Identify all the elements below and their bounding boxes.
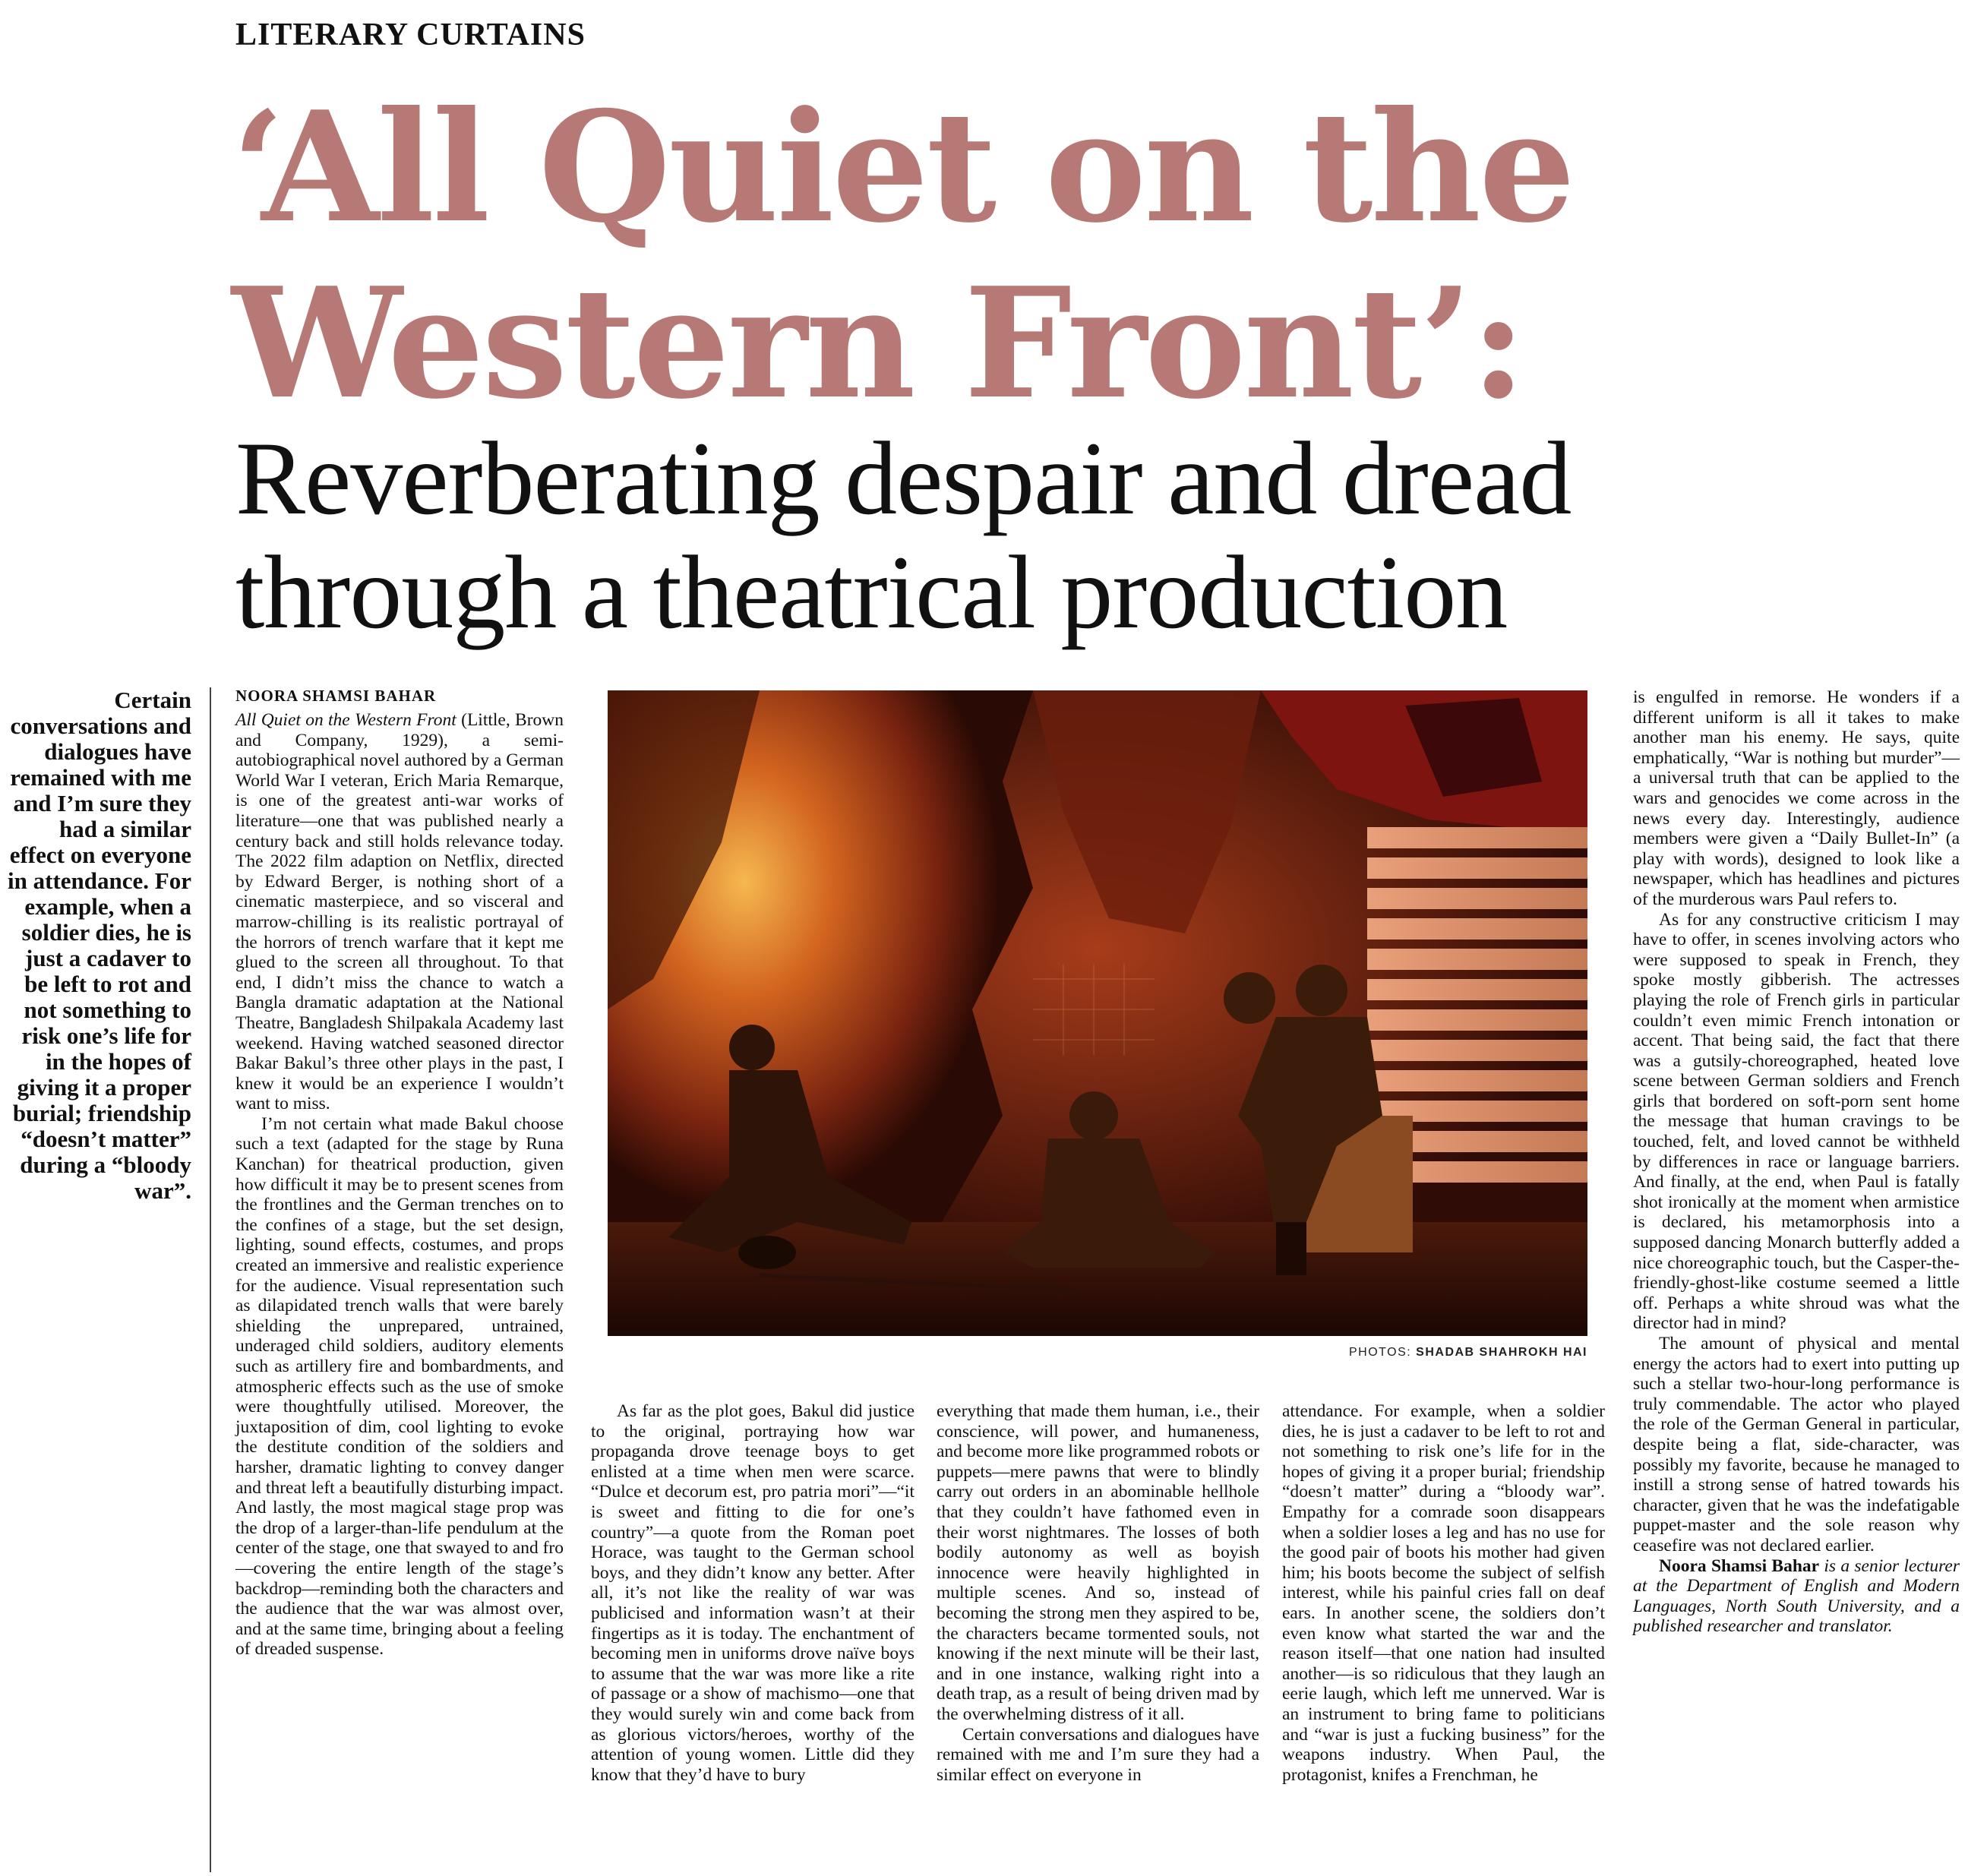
subheadline-line-1: Reverberating despair and dread bbox=[235, 420, 1572, 536]
author-name: Noora Shamsi Bahar bbox=[1659, 1555, 1820, 1576]
column-divider bbox=[210, 687, 211, 1872]
article-column-1 bbox=[235, 710, 564, 1660]
headline bbox=[232, 80, 1941, 432]
author-bio-text: is a senior lecturer at the Department of English and Modern Languages, North South University, and a published researcher and translator. bbox=[1633, 1555, 1960, 1637]
paragraph: Certain conversations and dialogues have remained with me and I’m sure they had a similar effect on everyone in bbox=[937, 1724, 1259, 1785]
article-column-3 bbox=[937, 1401, 1259, 1785]
photo-credit-name: SHADAB SHAHROKH HAI bbox=[1416, 1346, 1587, 1359]
article-column-5 bbox=[1633, 687, 1960, 1637]
article-column-2 bbox=[591, 1401, 915, 1785]
photo-credit-label: PHOTOS: bbox=[1348, 1346, 1412, 1359]
headline-line-2: Western Front’: bbox=[232, 254, 1524, 433]
article-column-4 bbox=[1282, 1401, 1605, 1785]
headline-line-1: ‘All Quiet on the bbox=[232, 78, 1574, 257]
paragraph: As far as the plot goes, Bakul did justice to the original, portraying how war propaganda drove teenage boys to get enlisted at a time when men were scarce. “Dulce et decorum est, pro patria mori”—“it is sweet and fitting to die for one’s country”—a quote from the Roman poet Horace, was taught to the German school boys, and they didn’t know any better. After all, it’s not like the reality of war was publicised and information wasn’t at their fingertips as it is today. The enchantment of becoming men in uniforms drove naïve boys to assume that the war was more like a rite of passage or a show of machismo—one that they would surely win and come back from as glorious victors/heroes, worthy of the attention of young women. Little did they know that they’d have to bury bbox=[591, 1401, 915, 1785]
paragraph: I’m not certain what made Bakul choose such a text (adapted for the stage by Runa Kanchan) for theatrical production, given how difficult it may be to present scenes from the frontlines and the German trenches on to the confines of a stage, but the set design, lighting, sound effects, costumes, and props created an immersive and realistic experience for the audience. Visual representation such as dilapidated trench walls that were barely shielding the unprepared, untrained, underaged child soldiers, auditory elements such as artillery fire and bombardments, and atmospheric effects such as the use of smoke were thoughtfully utilised. Moreover, the juxtaposition of dim, cool lighting to evoke the destitute condition of the soldiers and harsher, dramatic lighting to convey danger and threat left a beautifully disturbing impact. And lastly, the most magical stage prop was the drop of a larger-than-life pendulum at the center of the stage, one that swayed to and fro—covering the entire length of the stage’s backdrop—reminding both the characters and the audience that the war was almost over, and at the same time, bringing about a feeling of dreaded suspense. bbox=[235, 1113, 564, 1660]
subheadline-line-2: through a theatrical production bbox=[235, 534, 1508, 650]
paragraph: everything that made them human, i.e., their conscience, will power, and humaneness, and become more like programmed robots or puppets—mere pawns that were to blindly carry out orders in an abominable hellhole that they couldn’t have fathomed even in their worst nightmares. The losses of both bodily autonomy as well as boyish innocence were heavily highlighted in multiple scenes. And so, instead of becoming the strong men they aspired to be, the characters became tormented souls, not knowing if the next minute will be their last, and in one instance, walking right into a death trap, as a result of being driven mad by the overwhelming distress of it all. bbox=[937, 1401, 1259, 1724]
subheadline bbox=[235, 422, 1952, 649]
pull-quote: Certain conversations and dialogues have remained with me and I’m sure they had a similar effect on everyone in attendance. For example, when a soldier dies, he is just a cadaver to be left to rot and not something to risk one’s life for in the hopes of giving it a proper burial; friendship “doesn’t matter” during a “bloody war”. bbox=[8, 687, 191, 1204]
byline: NOORA SHAMSI BAHAR bbox=[235, 687, 437, 705]
photo-credit bbox=[1162, 1346, 1587, 1360]
paragraph-text: (Little, Brown and Company, 1929), a semi-autobiographical novel authored by a German World War I veteran, Erich Maria Remarque, is one of the greatest anti-war works of literature—one that was published nearly a century back and still holds relevance today. The 2022 film adaption on Netflix, directed by Edward Berger, is nothing short of a cinematic masterpiece, and so visceral and marrow-chilling is its realistic portrayal of the horrors of trench warfare that it kept me glued to the screen all throughout. To that end, I didn’t miss the chance to watch a Bangla dramatic adaptation at the National Theatre, Bangladesh Shilpakala Academy last weekend. Having watched seasoned director Bakar Bakul’s three other plays in the past, I knew it would be an experience I wouldn’t want to miss. bbox=[235, 710, 564, 1114]
section-label: LITERARY CURTAINS bbox=[235, 17, 586, 52]
paragraph bbox=[235, 710, 564, 1114]
paragraph: is engulfed in remorse. He wonders if a different uniform is all it takes to make another man his enemy. He says, quite emphatically, “War is nothing but murder”—a universal truth that can be applied to the wars and genocides we come across in the news every day. Interestingly, audience members were given a “Daily Bullet-In” (a play with words), designed to look like a newspaper, which has headlines and pictures of the murderous wars Paul refers to. bbox=[1633, 687, 1960, 909]
stage-photo bbox=[608, 690, 1587, 1336]
paragraph: attendance. For example, when a soldier dies, he is just a cadaver to be left to rot and not something to risk one’s life for in the hopes of giving it a proper burial; friendship “doesn’t matter” during a “bloody war”. Empathy for a comrade soon disappears when a soldier loses a leg and has no use for the good pair of boots his mother had given him; his boots become the subject of selfish interest, while his painful cries fall on deaf ears. In another scene, the soldiers don’t even know what started the war and the reason itself—that one nation had insulted another—is so ridiculous that they laugh an eerie laugh, which left me unnerved. War is an instrument to bring fame to politicians and “war is just a fucking business” for the weapons industry. When Paul, the protagonist, knifes a Frenchman, he bbox=[1282, 1401, 1605, 1785]
author-bio bbox=[1633, 1556, 1960, 1637]
paragraph: The amount of physical and mental energy the actors had to exert into putting up such a stellar two-hour-long performance is truly commendable. The actor who played the role of the German General in particular, despite being a flat, side-character, was possibly my favorite, because he managed to instill a strong sense of hatred towards his character, given that he was the indefatigable puppet-master and the sole reason why ceasefire was not declared earlier. bbox=[1633, 1334, 1960, 1555]
paragraph: As for any constructive criticism I may have to offer, in scenes involving actors who were supposed to speak in French, they spoke mostly gibberish. The actresses playing the role of French girls in particular couldn’t even mimic French intonation or accent. That being said, the fact that there was a gutsily-choreographed, heated love scene between German soldiers and French girls that bordered on soft-porn sent home the message that human cravings to be touched, felt, and loved cannot be withheld by differences in race or language barriers. And finally, at the end, when Paul is fatally shot ironically at the moment when armistice is declared, his metamorphosis into a supposed dancing Monarch butterfly added a nice choreographic touch, but the Casper-the-friendly-ghost-like costume seemed a little off. Perhaps a white shroud was what the director had in mind? bbox=[1633, 909, 1960, 1334]
book-title: All Quiet on the Western Front bbox=[235, 710, 456, 730]
